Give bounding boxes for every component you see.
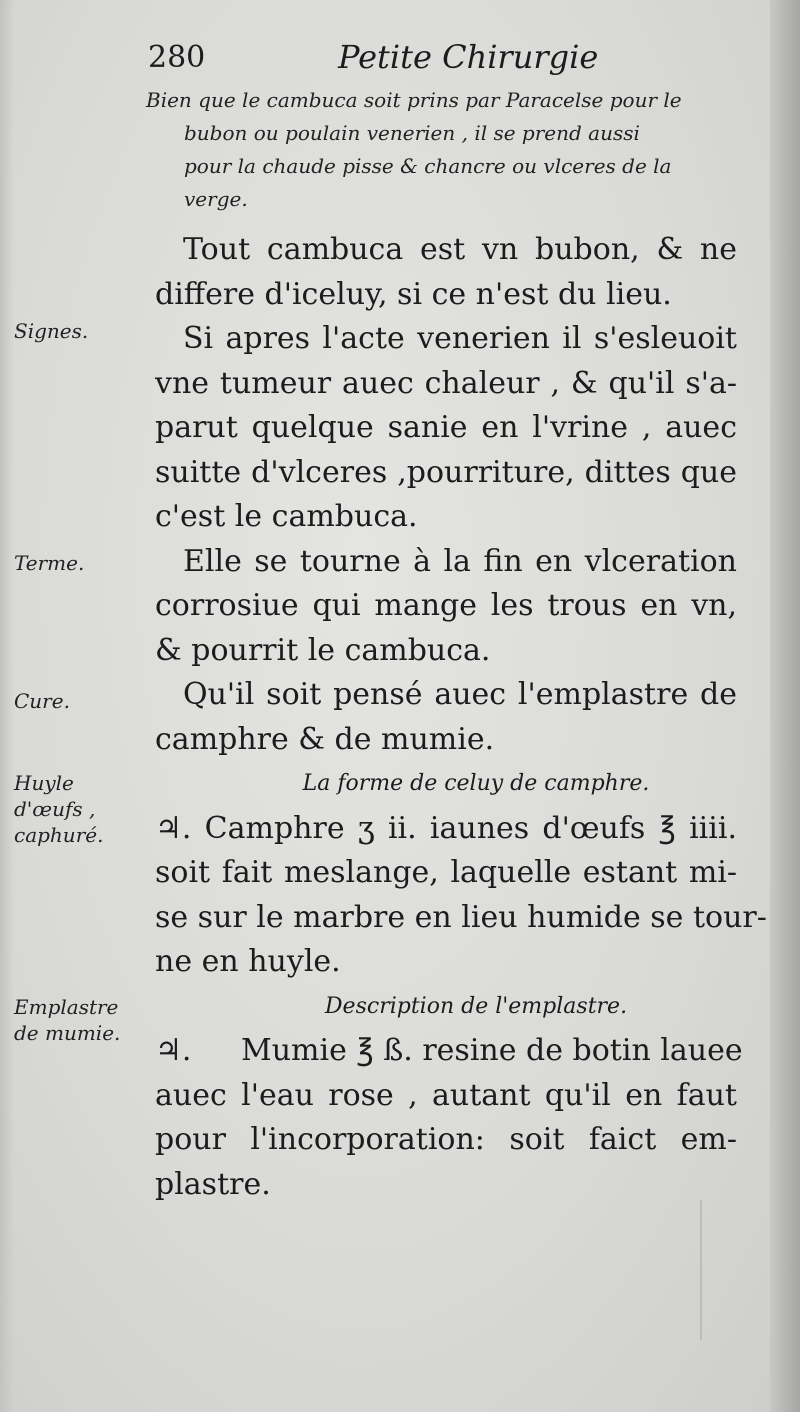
note-line: Bien que le cambuca soit prins par Paracelse pour le: [146, 88, 682, 112]
text-line: pour l'incorporation: soit faict em-: [155, 1122, 737, 1157]
text-line: Qu'il soit pensé auec l'emplastre de: [183, 677, 737, 712]
recipe-text: Mumie ℥ ß. resine de botin lauee: [240, 1033, 743, 1068]
text-line: corrosiue qui mange les trous en vn,: [155, 588, 737, 623]
recipe-line: [155, 1029, 743, 1074]
note-line: pour la chaude pisse & chancre ou vlceres de la: [184, 154, 672, 178]
note-line: verge.: [184, 187, 248, 211]
recipe-line: [155, 807, 737, 852]
margin-note-terme: Terme.: [14, 551, 85, 575]
text-line: Elle se tourne à la fin en vlceration: [183, 543, 737, 579]
recipe-text: Camphre ʒ ii. iaunes d'œufs ℥ iiii.: [204, 810, 738, 846]
italic-note: [146, 84, 736, 216]
page-header: [148, 32, 768, 88]
text-line: vne tumeur auec chaleur , & qu'il s'a-: [155, 365, 737, 401]
page-number: 280: [148, 40, 206, 75]
text-line: soit fait meslange, laquelle estant mi-: [155, 855, 737, 890]
section-heading: Description de l'emplastre.: [324, 993, 628, 1019]
bleed-through-mark: [700, 1200, 732, 1340]
text-line: auec l'eau rose , autant qu'il en faut: [155, 1077, 737, 1113]
running-title: Petite Chirurgie: [338, 38, 599, 76]
margin-note-line: d'œufs ,: [14, 797, 96, 821]
text-line: differe d'iceluy, si ce n'est du lieu.: [155, 276, 672, 312]
note-line: bubon ou poulain venerien , il se prend aussi: [184, 121, 640, 145]
text-line: parut quelque sanie en l'vrine , auec: [155, 410, 737, 445]
body-text: [155, 228, 767, 1207]
text-line: Si apres l'acte venerien il s'esleuoit: [183, 321, 737, 356]
margin-note-line: Emplastre: [14, 995, 119, 1019]
margin-note-cure: Cure.: [14, 689, 70, 713]
margin-note-line: caphuré.: [14, 823, 104, 847]
margin-note-huyle: [14, 770, 103, 848]
margin-note-emplastre: [14, 994, 120, 1046]
margin-note-line: de mumie.: [14, 1021, 121, 1045]
text-line: se sur le marbre en lieu humide se tour-: [155, 899, 767, 935]
margin-note-line: Huyle: [14, 771, 74, 795]
text-line: suitte d'vlceres ,pourriture, dittes que: [155, 454, 737, 490]
text-line: ne en huyle.: [155, 944, 341, 979]
jupiter-symbol: ♃.: [155, 810, 192, 846]
text-line: & pourrit le cambuca.: [155, 632, 491, 668]
jupiter-symbol: ♃.: [155, 1033, 192, 1068]
text-line: plastre.: [155, 1166, 271, 1202]
text-line: Tout cambuca est vn bubon, & ne: [183, 232, 737, 267]
text-line: c'est le cambuca.: [155, 499, 418, 534]
page-right-edge: [770, 0, 800, 1412]
margin-note-signes: Signes.: [14, 319, 89, 343]
section-heading: La forme de celuy de camphre.: [302, 771, 650, 796]
text-line: camphre & de mumie.: [155, 721, 495, 757]
page-left-shadow: [0, 0, 14, 1412]
